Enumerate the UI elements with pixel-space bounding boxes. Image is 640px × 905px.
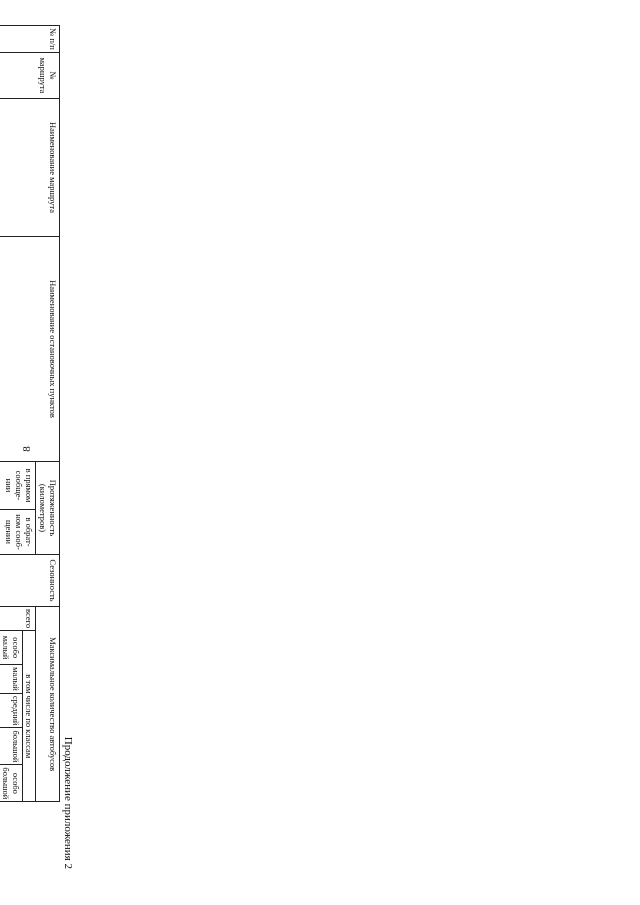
header-extra-small: особо малый [0, 631, 22, 665]
routes-table [0, 25, 60, 802]
header-small: малый [0, 665, 22, 694]
header-route-num: № маршрута [0, 53, 60, 99]
header-route-name: Наименование маршрута [0, 99, 60, 237]
header-stops: Наименование остановочных пунктов [0, 237, 60, 462]
header-total: всего [0, 607, 36, 631]
header-by-class: в том числе по классам [22, 631, 35, 802]
header-num: № п/п [0, 26, 60, 53]
header-length-direct: в прямом сообще- нии [0, 462, 36, 510]
header-length-reverse: в обрат- ном сооб- щении [0, 510, 36, 555]
header-large: большой [0, 728, 22, 765]
header-length: Протяженность (километров) [36, 462, 60, 555]
header-medium: средний [0, 693, 22, 728]
continuation-title: Продолжение приложения 2 [62, 736, 74, 869]
header-max-buses: Максимальное количество автобусов [36, 607, 60, 802]
header-season: Сезонность [0, 555, 60, 607]
header-extra-large: особо большой [0, 765, 22, 802]
page-number: 8 [20, 446, 33, 452]
